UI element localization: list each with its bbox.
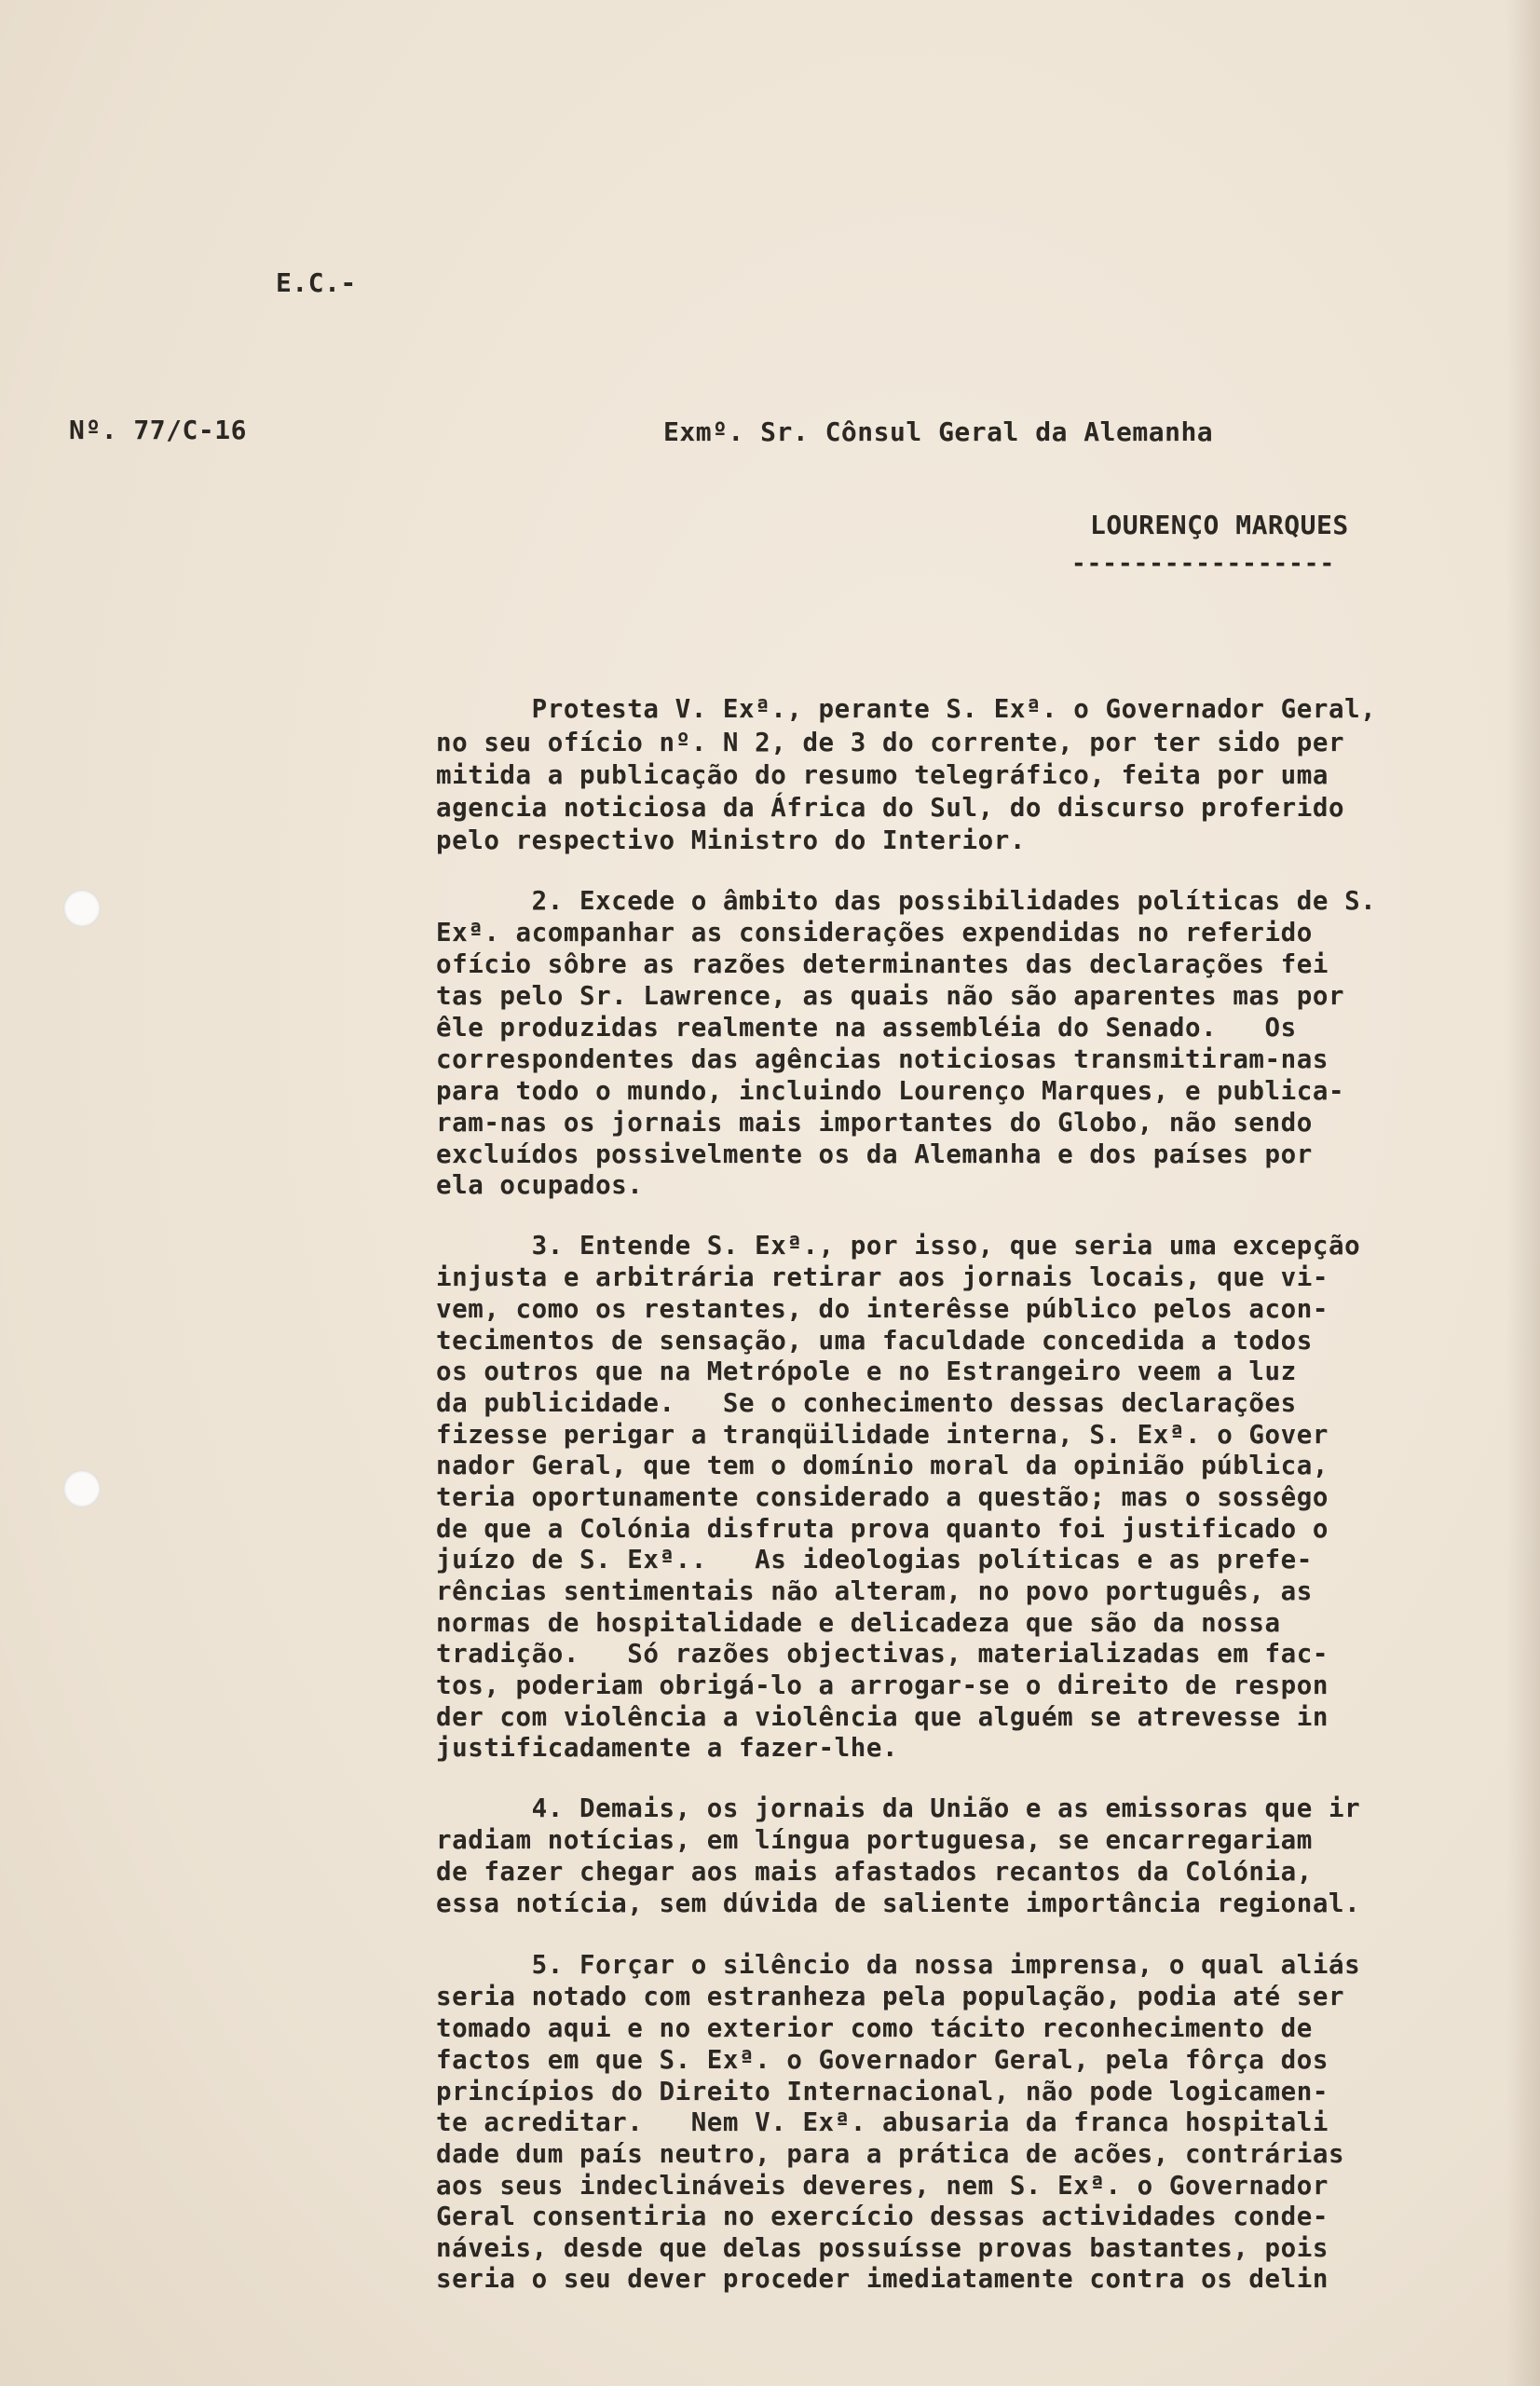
body-line: essa notícia, sem dúvida de saliente importância regional. [436, 1888, 1361, 1918]
body-line: os outros que na Metrópole e no Estrangeiro veem a luz [436, 1357, 1297, 1386]
body-line: 3. Entende S. Exª., por isso, que seria uma excepção [436, 1231, 1361, 1261]
city-underline: ----------------- [1071, 550, 1336, 578]
body-line: tas pelo Sr. Lawrence, as quais não são aparentes mas por [436, 981, 1345, 1011]
body-line: ela ocupados. [436, 1170, 644, 1200]
body-line: aos seus indeclináveis deveres, nem S. Exª. o Governador [436, 2171, 1329, 2201]
body-line: 4. Demais, os jornais da União e as emissoras que ir [436, 1793, 1361, 1823]
body-line: seria o seu dever proceder imediatamente contra os delin [436, 2264, 1329, 2294]
body-line: injusta e arbitrária retirar aos jornais locais, que vi- [436, 1262, 1329, 1292]
body-line: Protesta V. Exª., perante S. Exª. o Governador Geral, [436, 694, 1377, 724]
body-line: agencia noticiosa da África do Sul, do discurso proferido [436, 793, 1345, 823]
body-line: normas de hospitalidade e delicadeza que são da nossa [436, 1608, 1281, 1638]
body-line: teria oportunamente considerado a questão; mas o sossêgo [436, 1482, 1329, 1512]
body-line: mitida a publicação do resumo telegráfico, feita por uma [436, 760, 1329, 790]
punch-hole-lower [63, 1470, 101, 1507]
body-line: te acreditar. Nem V. Exª. abusaria da franca hospitali [436, 2107, 1329, 2137]
body-line: de que a Colónia disfruta prova quanto foi justificado o [436, 1514, 1329, 1544]
punch-hole-upper [63, 890, 101, 927]
body-line: excluídos possivelmente os da Alemanha e dos países por [436, 1139, 1313, 1169]
body-line: seria notado com estranheza pela população, podia até ser [436, 1982, 1345, 2011]
initials: E.C.- [276, 267, 357, 298]
addressee: Exmº. Sr. Cônsul Geral da Alemanha [663, 416, 1214, 447]
body-line: 5. Forçar o silêncio da nossa imprensa, o qual aliás [436, 1950, 1361, 1980]
body-line: no seu ofício nº. N 2, de 3 do corrente, por ter sido per [436, 728, 1345, 757]
body-line: tos, poderiam obrigá-lo a arrogar-se o direito de respon [436, 1670, 1329, 1700]
body-line: 2. Excede o âmbito das possibilidades políticas de S. [436, 886, 1377, 916]
body-line: princípios do Direito Internacional, não pode logicamen- [436, 2077, 1329, 2106]
body-line: correspondentes das agências noticiosas transmitiram-nas [436, 1044, 1329, 1074]
body-line: pelo respectivo Ministro do Interior. [436, 825, 1026, 855]
city: LOURENÇO MARQUES [1090, 510, 1349, 540]
body-line: Exª. acompanhar as considerações expendidas no referido [436, 918, 1313, 948]
body-line: de fazer chegar aos mais afastados recantos da Colónia, [436, 1857, 1313, 1887]
body-line: tradição. Só razões objectivas, materializadas em fac- [436, 1639, 1329, 1669]
body-line: factos em que S. Exª. o Governador Geral, pela fôrça dos [436, 2045, 1329, 2075]
body-line: ofício sôbre as razões determinantes das declarações fei [436, 949, 1329, 979]
body-line: radiam notícias, em língua portuguesa, se encarregariam [436, 1825, 1313, 1855]
body-line: ram-nas os jornais mais importantes do Globo, não sendo [436, 1108, 1313, 1138]
body-line: Geral consentiria no exercício dessas actividades conde- [436, 2202, 1329, 2231]
body-line: fizesse perigar a tranqüilidade interna, S. Exª. o Gover [436, 1420, 1329, 1450]
body-line: para todo o mundo, incluindo Lourenço Marques, e publica- [436, 1076, 1345, 1106]
body-line: da publicidade. Se o conhecimento dessas declarações [436, 1388, 1297, 1418]
body-line: justificadamente a fazer-lhe. [436, 1733, 899, 1763]
body-line: nador Geral, que tem o domínio moral da opinião pública, [436, 1451, 1329, 1480]
body-line: êle produzidas realmente na assembléia do Senado. Os [436, 1013, 1297, 1043]
body-line: tecimentos de sensação, uma faculdade concedida a todos [436, 1326, 1313, 1356]
body-line: rências sentimentais não alteram, no povo português, as [436, 1576, 1313, 1606]
body-line: juízo de S. Exª.. As ideologias políticas e as prefe- [436, 1545, 1313, 1575]
body-line: der com violência a violência que alguém se atrevesse in [436, 1702, 1329, 1732]
body-line: dade dum país neutro, para a prática de acões, contrárias [436, 2139, 1345, 2169]
paper-edge-shadow [1506, 0, 1540, 2386]
reference-number: Nº. 77/C-16 [69, 415, 247, 445]
body-line: vem, como os restantes, do interêsse público pelos acon- [436, 1294, 1329, 1324]
body-line: náveis, desde que delas possuísse provas bastantes, pois [436, 2233, 1329, 2263]
body-line: tomado aqui e no exterior como tácito reconhecimento de [436, 2013, 1313, 2043]
